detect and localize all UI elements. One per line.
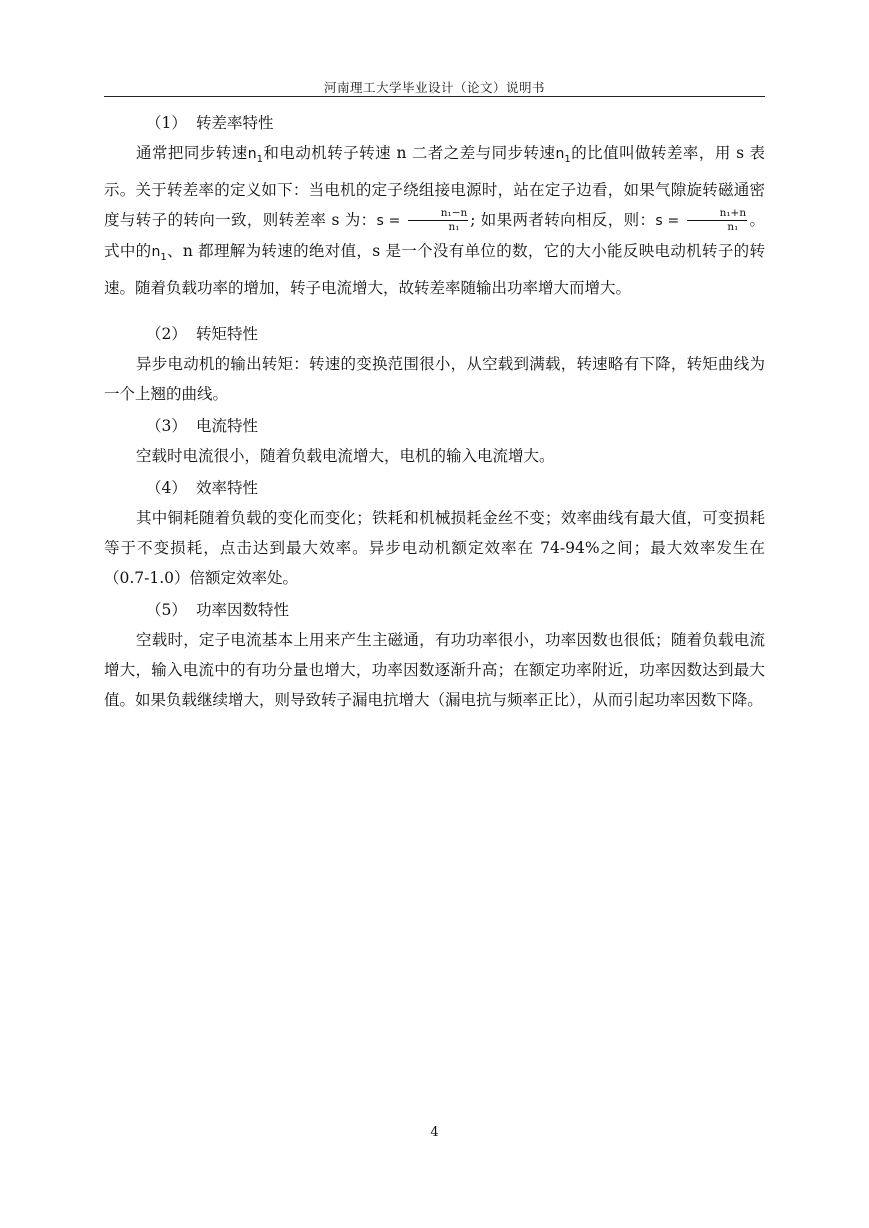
math-subscript: 1 — [160, 251, 167, 263]
text-run: 。式中的 — [104, 210, 765, 260]
text-run: 和电动机转子转速 n 二者之差与同步转速 — [262, 144, 556, 162]
section-paragraph-5: 空载时，定子电流基本上用来产生主磁通，有功功率很小，功率因数也很低；随着负载电流增大，输入电流中的有功分量也增大，功率因数逐渐升高；在额定功率附近，功率因数达到最大值。如果负载继续增大，则导致转子漏电抗增大（漏电抗与频率正比），从而引起功率因数下降。 — [104, 630, 765, 709]
math-n1 — [151, 243, 167, 263]
text-run: ; 如果两者转向相反，则： — [470, 210, 656, 229]
section-title: 电流特性 — [196, 416, 259, 435]
fraction-numerator: n₁−n — [408, 207, 469, 221]
section-title: 功率因数特性 — [196, 600, 290, 619]
section-title: 效率特性 — [196, 478, 259, 497]
fraction-denominator: n₁ — [727, 221, 739, 234]
document-header: 河南理工大学毕业设计（论文）说明书 — [323, 80, 545, 95]
math-var: n — [247, 146, 257, 162]
section-heading-2 — [104, 319, 765, 349]
math-subscript: 1 — [256, 153, 263, 165]
text-run: 、n 都理解为转速的绝对值，s 是一个没有单位的数，它的大小能反映电动机转子的转速。随着负载功率的增加，转子电流增大，故转差率随输出功率增大而增大。 — [104, 241, 765, 297]
math-var: n — [151, 243, 161, 260]
header-rule — [104, 96, 765, 97]
text-run: 通常把同步转速 — [136, 144, 248, 162]
math-s-equals: s = — [655, 212, 680, 229]
section-number: （1） — [146, 114, 187, 132]
fraction-opposite-direction — [687, 207, 748, 234]
section-paragraph-4: 其中铜耗随着负载的变化而变化；铁耗和机械损耗金丝不变；效率曲线有最大值，可变损耗等于不变损耗，点击达到最大效率。异步电动机额定效率在 74-94%之间；最大效率发生在（0.7-1.0）倍额定效率处。 — [104, 508, 765, 587]
page-number: 4 — [430, 1125, 439, 1140]
section-title: 转矩特性 — [196, 324, 259, 343]
fraction-denominator: n₁ — [448, 221, 460, 234]
math-subscript: 1 — [564, 153, 571, 165]
section-title: 转差率特性 — [196, 114, 274, 132]
math-s-equals: s = — [376, 212, 401, 229]
section-heading-4 — [104, 473, 765, 503]
section-number: （4） — [146, 478, 187, 497]
section-heading-1 — [104, 108, 765, 138]
section-paragraph-1 — [104, 138, 765, 303]
math-var: n — [555, 146, 565, 162]
math-n1 — [555, 146, 571, 165]
math-n1 — [247, 146, 263, 165]
section-number: （5） — [146, 600, 187, 619]
section-paragraph-2: 异步电动机的输出转矩：转速的变换范围很小，从空载到满载，转速略有下降，转矩曲线为一个上翘的曲线。 — [104, 354, 765, 403]
section-heading-3 — [104, 411, 765, 441]
text-run: 的比值叫做转差率，用 s 表示。关于转差率的定义如下：当电机的定子绕组接电源时，站在定子边看，如果气隙旋转磁通密度与转子的转向一致，则转差率 s 为： — [104, 144, 766, 229]
section-heading-5 — [104, 595, 765, 625]
section-number: （2） — [146, 324, 187, 343]
section-paragraph-3: 空载时电流很小，随着负载电流增大，电机的输入电流增大。 — [136, 446, 555, 465]
fraction-numerator: n₁+n — [687, 207, 748, 221]
section-number: （3） — [146, 416, 187, 435]
page-body — [104, 108, 765, 715]
fraction-same-direction — [408, 207, 469, 234]
